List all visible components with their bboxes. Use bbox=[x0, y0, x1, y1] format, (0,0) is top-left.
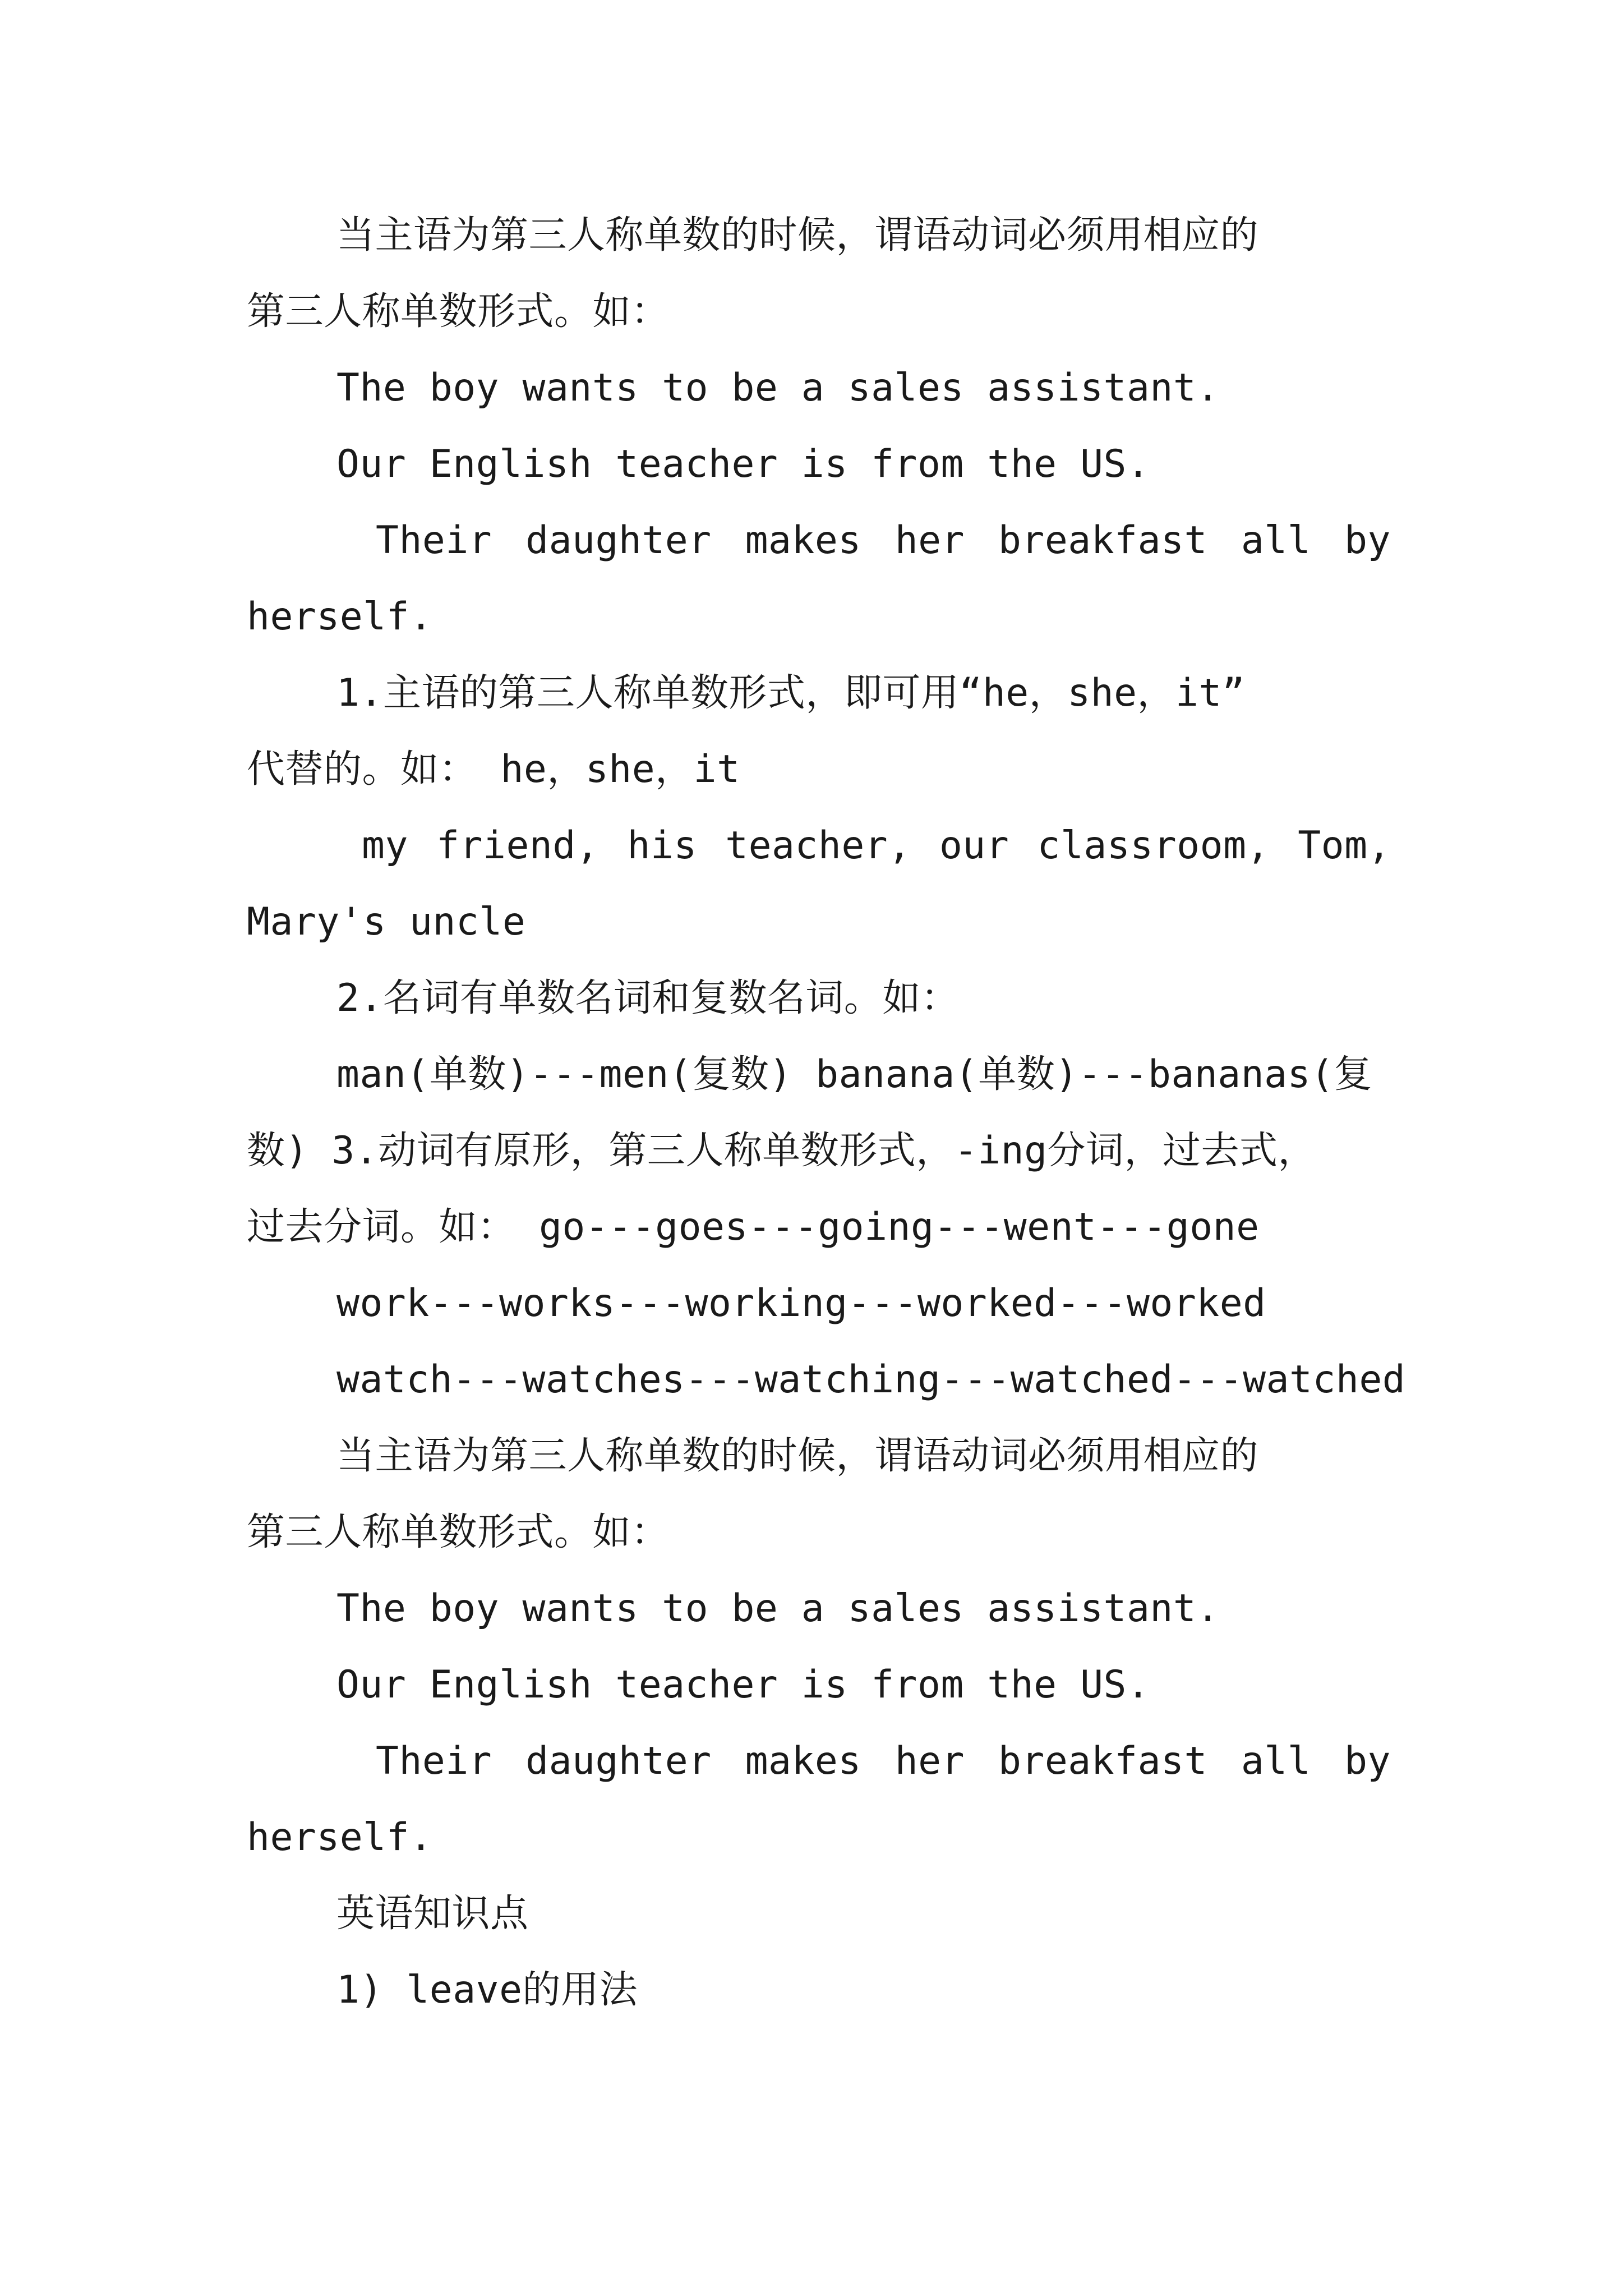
word: breakfast bbox=[998, 518, 1207, 563]
example-list-justified bbox=[247, 818, 1391, 874]
example-sentence-end: herself. bbox=[247, 1815, 433, 1860]
word: his bbox=[627, 823, 697, 868]
word: all bbox=[1241, 1739, 1311, 1783]
word: by bbox=[1344, 1739, 1391, 1783]
paragraph-line: 第三人称单数形式。如： bbox=[247, 1510, 670, 1554]
example-sentence-end: herself. bbox=[247, 595, 433, 639]
example-line: watch---watches---watching---watched---watched bbox=[336, 1358, 1406, 1402]
word: Their bbox=[376, 518, 492, 563]
example-sentence-justified bbox=[247, 1733, 1391, 1789]
example-line: work---works---working---worked---worked bbox=[336, 1281, 1266, 1326]
word: Their bbox=[376, 1739, 492, 1783]
word: Tom, bbox=[1298, 823, 1391, 868]
word: all bbox=[1241, 518, 1311, 563]
word: daughter bbox=[525, 518, 712, 563]
paragraph-line: 数) 3.动词有原形，第三人称单数形式，-ing分词，过去式， bbox=[247, 1129, 1317, 1173]
word: daughter bbox=[525, 1739, 712, 1783]
example-sentence: The boy wants to be a sales assistant. bbox=[336, 366, 1220, 410]
word: by bbox=[1344, 518, 1391, 563]
word: my bbox=[362, 823, 408, 868]
word: our bbox=[939, 823, 1009, 868]
example-sentence-justified bbox=[247, 513, 1391, 569]
paragraph-line: 当主语为第三人称单数的时候，谓语动词必须用相应的 bbox=[336, 213, 1259, 257]
numbered-point: 1.主语的第三人称单数形式，即可用“he，she，it” bbox=[336, 671, 1246, 715]
paragraph-line: 过去分词。如： go---goes---going---went---gone bbox=[247, 1205, 1260, 1249]
word: friend, bbox=[436, 823, 600, 868]
subsection-heading: 1) leave的用法 bbox=[336, 1968, 638, 2012]
paragraph-line: 当主语为第三人称单数的时候，谓语动词必须用相应的 bbox=[336, 1434, 1259, 1478]
word: her bbox=[895, 1739, 965, 1783]
example-sentence: Our English teacher is from the US. bbox=[336, 442, 1150, 486]
example-sentence: Our English teacher is from the US. bbox=[336, 1663, 1150, 1707]
numbered-point: 2.名词有单数名词和复数名词。如： bbox=[336, 976, 960, 1020]
word: classroom, bbox=[1037, 823, 1270, 868]
paragraph-line: 第三人称单数形式。如： bbox=[247, 289, 670, 334]
example-list-end: Mary's uncle bbox=[247, 900, 526, 944]
word: breakfast bbox=[998, 1739, 1207, 1783]
section-heading: 英语知识点 bbox=[336, 1892, 529, 1936]
paragraph-line: 代替的。如： he，she，it bbox=[247, 747, 740, 792]
word: makes bbox=[745, 518, 861, 563]
word: makes bbox=[745, 1739, 861, 1783]
word: teacher, bbox=[725, 823, 911, 868]
example-line: man(单数)---men(复数) banana(单数)---bananas(复 bbox=[336, 1052, 1373, 1097]
example-sentence: The boy wants to be a sales assistant. bbox=[336, 1586, 1220, 1631]
word: her bbox=[895, 518, 965, 563]
